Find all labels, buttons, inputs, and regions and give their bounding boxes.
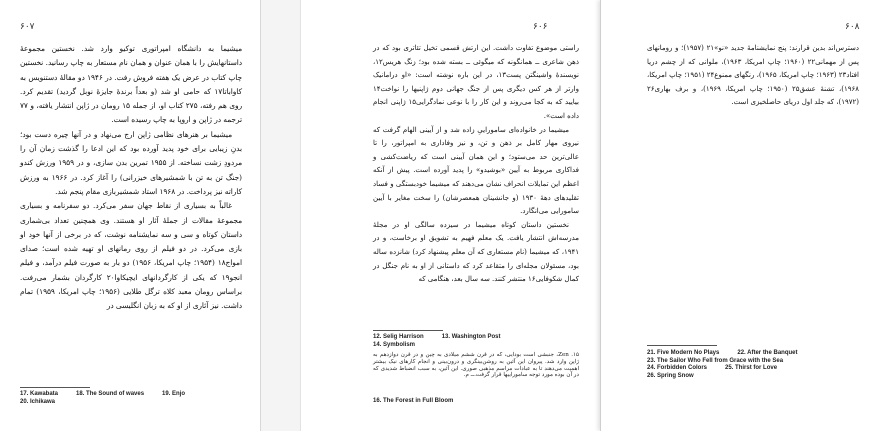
paragraph: غالباً به بسیاری از نقاط جهان سفر می‌کرد. دو سفرنامه و بسیاری مجموعهٔ مقالات از جملهٔ آثار او هستند. وی همچنین تعداد بی‌شماری داستان کوتاه و سی و سه نمایشنامه نوشت، که در برخی از آنها خود او بازی می‌کرد. در دو فیلم از روی رمانهای او تهیه شده است؛ صدای امواج‌۱۸ (۱۹۵۴؛ چاپ امریکا، ۱۹۵۶) دو بار به صورت فیلم درآمد، و فیلم انجو‌۱۹ که یکی از کارگردانهای ایچیکاوا‌۲۰ کارگردان بشمار می‌رفت. براساس رومان معبد کلاه ترگل طلایی (۱۹۵۶؛ چاپ امریکا، ۱۹۵۹) تمام داشت. نیز آثاری از او که به زبان انگلیسی در (20, 201, 242, 311)
footnote: 22. After the Banquet (737, 350, 798, 356)
footnote: 19. Enjo (162, 391, 186, 397)
footnote: 14. Symbolism (373, 341, 416, 348)
paragraph: میشیما در خانواده‌ای ساموراییِ زاده شد و از آیینی الهام گرفت که نیروی مهار کامل بر ذهن و تن، و نیز وفاداری به امپراتور، را تا عالی‌ترین حد می‌ستود؛ و این همان آیینی است که ریاضت‌کشی و فداکاری مربوط به آیین «بوشیدو» را پدید آورده است. پیش از آنکه اعظم این تمایلات انحراف نشان می‌دهند که میشیما خودبستگی و فساد تقلیدهای دههٔ ۱۹۳۰ (و جانشینان همعصرشان) را سخت مغایر با آیین سامورایی می‌انگارد. (373, 125, 579, 216)
page-608 (600, 0, 874, 431)
paragraph: میشیما بر هنرهای نظامی ژاپن ارج می‌نهاد و در آنها چیره دست بود؛ بدنِ زیبایی برای خود پدید آورده بود که این ادعا را گذشت زمان آن را مردودِ زشت نساخته. از ۱۹۵۵ تمرین بدن سازی، و در ۱۹۵۹ ورزش کندو (جنگ تن به تن با شمشیرهای خیزرانی) را آغاز کرد. در ۱۹۶۶ به ورزش کاراته نیز پرداخت. در ۱۹۶۸ استاد شمشیربازی مقام پنجم شد. (20, 129, 243, 196)
paragraph: نخستین داستان کوتاه میشیما در سیزده سالگی او در مجلهٔ مدرسه‌اش انتشار یافت. یک معلم فهیم به تشویق او برخاست، و در ۱۹۴۱، که میشیما (نام مستعاری که آن معلم پیشنهاد کرد) شانزده ساله بود، مسئولان مجله‌ای را متقاعد کرد که داستانی از او به نام جنگل در کمال شکوفایی‌۱۶ منتشر کنند. سه سال بعد، هنگامی که (373, 220, 579, 284)
page-606 (300, 0, 602, 431)
footnote: 18. The Sound of waves (76, 391, 145, 397)
page-number: ۶۰۸ (845, 22, 860, 32)
footnotes (20, 391, 250, 406)
footnote-rule (373, 330, 443, 331)
footnote: 12. Selig Harrison (373, 334, 424, 340)
paragraph: میشیما به دانشگاه امپراتوری توکیو وارد شد. نخستین مجموعهٔ داستانهایش را با همان عنوان و همان نام مستعار به چاپ رسانید. نخستین چاپ کتاب در عرض یک هفته فروش رفت. در ۱۹۴۶ دو مقالهٔ دستنویس به کاواباتا‌۱۷ که حامی او شد (و بعداً برندهٔ جایزهٔ نوبل گردید) تقدیم کرد. روی هم رفته، ۲۷۵ کتاب او، از جمله ۱۵ رومان در ژاپن انتشار یافته، و ۷۷ ترجمه در ژاپن و اروپا به چاپ رسیده است. (20, 44, 242, 125)
footnote: 13. Washington Post (441, 334, 501, 340)
page-607 (0, 0, 261, 431)
footnote: 17. Kawabata (20, 391, 59, 397)
paragraph: راستی موضوع تفاوت داشت. این ارتش قسمی تخیل تئاتری بود که در ذهن شاعری ــ همانگونه که میگوئی ــ بسته شده بود؛ زنگ هریس‌۱۲، نویسندهٔ واشینگتن پست‌۱۳، در این باره نوشته است: «او درامانیک وارتر از هر کس دیگری پس از جنگ جهانی دوم ژاپنیها را نواخت‌۱۴ بیایید که به کجا می‌روند و این کار را با نوعی نمادگرایی‌۱۵ ژاپنی انجام داده است». (373, 44, 580, 120)
footnote: 21. Five Modern No Plays (647, 350, 720, 356)
page-body (373, 42, 579, 287)
footnote-rule (20, 387, 90, 388)
page-body (647, 42, 859, 110)
footnote: 26. Spring Snow (647, 372, 694, 379)
footnote-rule (647, 345, 717, 346)
footnote-persian: ۱۵. Zen، جنبشی است بودایی، که در قرن ششم میلادی به چین و در قرن دوازدهم به ژاپن وارد شد. پیروان این آئین به روشن‌بینگری و درون‌بینی و انجام کارهای نیک بیشتر اهمیت می‌دهند تا به عبادات مراسم مذهبی صوری. این آئین، به سبب انضباط شدیدی که در آن بوده مورد توجه ساموراییها قرار گرفت.ــ م. (373, 352, 579, 379)
footnote: 23. The Sailor Who Fell from Grace with the Sea (647, 357, 784, 364)
footnotes (647, 350, 869, 380)
page-body (20, 42, 242, 314)
footnote: 25. Thirst for Love (725, 365, 778, 371)
footnote: 20. Ichikawa (20, 398, 56, 405)
footnotes (373, 334, 583, 349)
page-number: ۶۰۶ (533, 22, 548, 32)
footnote: 24. Forbidden Colors (647, 365, 708, 371)
book-gutter (260, 0, 300, 431)
paragraph: دسترس‌اند بدین قرارند: پنج نمایشنامهٔ جدید «نو»‌۲۱ (۱۹۵۷)؛ و رومانهای پس از مهمانی‌۲۲ (۱۹۶۰؛ چاپ امریکا، ۱۹۶۳)، ملوانی که از چشم دریا افتاد‌۲۳ (۱۹۶۳؛ چاپ امریکا، ۱۹۶۵)، رنگهای ممنوع‌۲۴ (۱۹۵۱؛ چاپ امریکا، ۱۹۶۸)، تشنهٔ عشق‌۲۵ (۱۹۵۰؛ چاپ امریکا، ۱۹۶۹)، و برف بهاری‌۲۶ (۱۹۷۲)، که جلد اول دریای حاصلخیزی است. (647, 44, 860, 107)
page-number: ۶۰۷ (20, 22, 35, 32)
footnote: 16. The Forest in Full Bloom (373, 398, 454, 404)
